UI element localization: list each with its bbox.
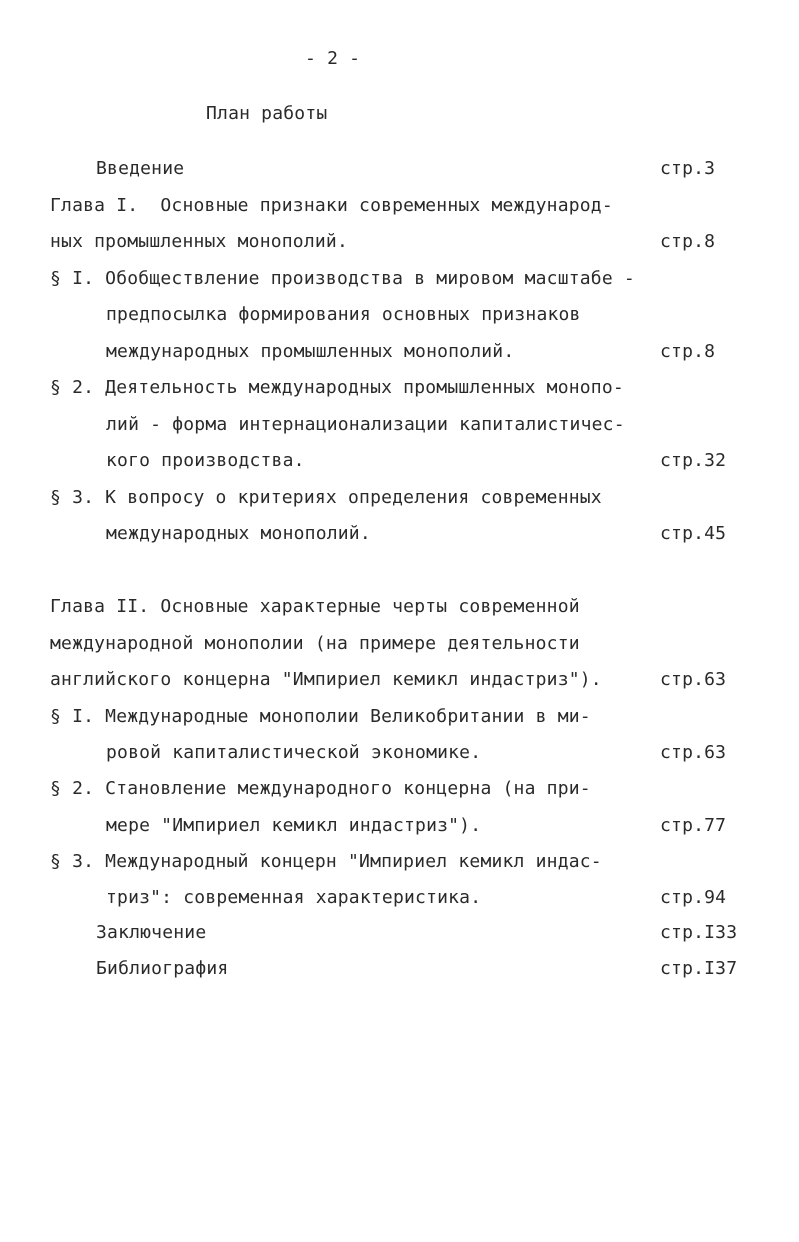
toc-entry-text: мере "Импириел кемикл индастриз"). [106,815,482,836]
toc-page-ref: стр.32 [660,450,727,471]
toc-entry-text: Введение [96,158,185,179]
toc-entry-text: кого производства. [106,450,305,471]
toc-page-ref: стр.45 [660,523,727,544]
toc-entry-text: § 3. Международный концерн "Импириел кемикл индас- [50,851,602,872]
toc-page-ref: стр.8 [660,341,716,362]
toc-entry-text: ровой капиталистической экономике. [106,742,482,763]
toc-entry-text: английского концерна "Импириел кемикл индастриз"). [50,669,602,690]
toc-entry-text: международных монополий. [106,523,371,544]
toc-entry-text: триз": современная характеристика. [106,887,482,908]
toc-page-ref: стр.I37 [660,958,738,979]
toc-page-ref: стр.I33 [660,922,738,943]
page-number: - 2 - [305,48,361,69]
toc-entry-text: Глава I. Основные признаки современных международ- [50,195,613,216]
toc-page-ref: стр.94 [660,887,727,908]
toc-entry-text: предпосылка формирования основных признаков [106,304,581,325]
toc-entry-text: § 2. Становление международного концерна (на при- [50,778,591,799]
toc-entry-text: Глава II. Основные характерные черты современной [50,596,580,617]
toc-entry-text: международных промышленных монополий. [106,341,515,362]
toc-page-ref: стр.63 [660,742,727,763]
toc-entry-text: § I. Международные монополии Великобритании в ми- [50,706,591,727]
toc-entry-text: § 2. Деятельность международных промышленных монопо- [50,377,624,398]
toc-entry-text: § I. Обобществление производства в мировом масштабе - [50,268,635,289]
toc-entry-text: международной монополии (на примере деятельности [50,633,580,654]
toc-entry-text: § 3. К вопросу о критериях определения современных [50,487,602,508]
toc-page-ref: стр.8 [660,231,716,252]
toc-entry-text: Заключение [96,922,207,943]
toc-page-ref: стр.77 [660,815,727,836]
toc-page-ref: стр.63 [660,669,727,690]
toc-entry-text: ных промышленных монополий. [50,231,348,252]
toc-page-ref: стр.3 [660,158,716,179]
toc-entry-text: лий - форма интернационализации капиталистичес- [106,414,625,435]
toc-heading: План работы [206,103,328,124]
toc-entry-text: Библиография [96,958,229,979]
